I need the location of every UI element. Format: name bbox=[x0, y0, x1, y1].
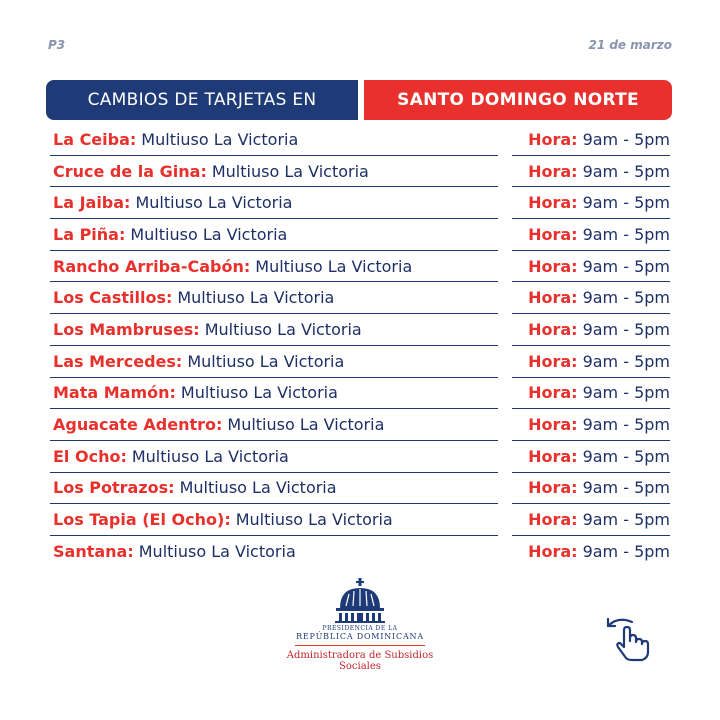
hora-label: Hora: bbox=[528, 478, 578, 498]
location-cell bbox=[50, 409, 498, 441]
location-name: Mata Mamón: bbox=[53, 383, 176, 403]
hora-label: Hora: bbox=[528, 256, 578, 276]
time-cell bbox=[512, 251, 670, 283]
time-range: 9am - 5pm bbox=[582, 542, 670, 562]
logo-line-agency: Administradora de Subsidios Sociales bbox=[286, 650, 434, 672]
time-range: 9am - 5pm bbox=[582, 193, 670, 213]
venue-name: Multiuso La Victoria bbox=[141, 129, 299, 149]
hora-label: Hora: bbox=[528, 510, 578, 530]
time-cell bbox=[512, 156, 670, 188]
time-range: 9am - 5pm bbox=[582, 510, 670, 530]
schedule-row bbox=[50, 124, 670, 156]
location-cell bbox=[50, 219, 498, 251]
time-cell bbox=[512, 473, 670, 505]
location-name: La Jaiba: bbox=[53, 193, 131, 213]
location-name: Las Mercedes: bbox=[53, 351, 183, 371]
venue-name: Multiuso La Victoria bbox=[255, 256, 413, 276]
hora-label: Hora: bbox=[528, 542, 578, 562]
page-number: P3 bbox=[48, 38, 66, 52]
location-cell bbox=[50, 124, 498, 156]
location-cell bbox=[50, 346, 498, 378]
time-cell bbox=[512, 187, 670, 219]
time-range: 9am - 5pm bbox=[582, 224, 670, 244]
time-cell bbox=[512, 124, 670, 156]
date-label: 21 de marzo bbox=[588, 38, 672, 52]
hora-label: Hora: bbox=[528, 224, 578, 244]
logo-line-presidencia: PRESIDENCIA DE LA bbox=[322, 625, 398, 632]
venue-name: Multiuso La Victoria bbox=[187, 351, 345, 371]
time-cell bbox=[512, 314, 670, 346]
location-name: Los Castillos: bbox=[53, 288, 173, 308]
schedule-row bbox=[50, 219, 670, 251]
venue-name: Multiuso La Victoria bbox=[131, 446, 289, 466]
location-name: Rancho Arriba-Cabón: bbox=[53, 256, 251, 276]
venue-name: Multiuso La Victoria bbox=[180, 383, 338, 403]
logo-divider bbox=[295, 645, 425, 646]
palace-dome-icon bbox=[334, 578, 386, 624]
location-cell bbox=[50, 314, 498, 346]
schedule-row bbox=[50, 473, 670, 505]
schedule-row bbox=[50, 156, 670, 188]
header-banner bbox=[46, 80, 672, 120]
logo-line-republica: REPÚBLICA DOMINICANA bbox=[296, 632, 424, 641]
time-range: 9am - 5pm bbox=[582, 478, 670, 498]
location-name: Cruce de la Gina: bbox=[53, 161, 207, 181]
location-name: Los Potrazos: bbox=[53, 478, 175, 498]
venue-name: Multiuso La Victoria bbox=[135, 193, 293, 213]
hora-label: Hora: bbox=[528, 193, 578, 213]
swipe-hand-icon[interactable] bbox=[604, 614, 656, 664]
venue-name: Multiuso La Victoria bbox=[179, 478, 337, 498]
time-cell bbox=[512, 536, 670, 568]
schedule-list bbox=[50, 124, 670, 568]
time-range: 9am - 5pm bbox=[582, 129, 670, 149]
time-cell bbox=[512, 504, 670, 536]
venue-name: Multiuso La Victoria bbox=[130, 224, 288, 244]
time-cell bbox=[512, 378, 670, 410]
location-name: El Ocho: bbox=[53, 446, 127, 466]
hora-label: Hora: bbox=[528, 288, 578, 308]
header-title: CAMBIOS DE TARJETAS EN bbox=[46, 80, 358, 120]
location-name: La Piña: bbox=[53, 224, 126, 244]
location-cell bbox=[50, 187, 498, 219]
location-cell bbox=[50, 156, 498, 188]
location-cell bbox=[50, 441, 498, 473]
schedule-row bbox=[50, 282, 670, 314]
venue-name: Multiuso La Victoria bbox=[235, 510, 393, 530]
venue-name: Multiuso La Victoria bbox=[204, 319, 362, 339]
venue-name: Multiuso La Victoria bbox=[177, 288, 335, 308]
location-name: La Ceiba: bbox=[53, 129, 137, 149]
time-range: 9am - 5pm bbox=[582, 288, 670, 308]
time-range: 9am - 5pm bbox=[582, 161, 670, 181]
venue-name: Multiuso La Victoria bbox=[211, 161, 369, 181]
location-cell bbox=[50, 378, 498, 410]
location-cell bbox=[50, 504, 498, 536]
schedule-row bbox=[50, 314, 670, 346]
schedule-row bbox=[50, 536, 670, 568]
time-range: 9am - 5pm bbox=[582, 383, 670, 403]
time-cell bbox=[512, 219, 670, 251]
hora-label: Hora: bbox=[528, 415, 578, 435]
time-range: 9am - 5pm bbox=[582, 446, 670, 466]
hora-label: Hora: bbox=[528, 383, 578, 403]
hora-label: Hora: bbox=[528, 129, 578, 149]
time-range: 9am - 5pm bbox=[582, 319, 670, 339]
time-range: 9am - 5pm bbox=[582, 415, 670, 435]
schedule-row bbox=[50, 441, 670, 473]
time-range: 9am - 5pm bbox=[582, 351, 670, 371]
time-cell bbox=[512, 282, 670, 314]
venue-name: Multiuso La Victoria bbox=[227, 415, 385, 435]
hora-label: Hora: bbox=[528, 446, 578, 466]
time-cell bbox=[512, 409, 670, 441]
hora-label: Hora: bbox=[528, 161, 578, 181]
location-cell bbox=[50, 251, 498, 283]
institution-logo bbox=[270, 578, 450, 678]
location-cell bbox=[50, 473, 498, 505]
venue-name: Multiuso La Victoria bbox=[138, 542, 296, 562]
schedule-row bbox=[50, 378, 670, 410]
location-name: Los Mambruses: bbox=[53, 319, 200, 339]
schedule-row bbox=[50, 409, 670, 441]
header-location: SANTO DOMINGO NORTE bbox=[364, 80, 672, 120]
location-name: Los Tapia (El Ocho): bbox=[53, 510, 231, 530]
schedule-row bbox=[50, 251, 670, 283]
location-cell bbox=[50, 282, 498, 314]
schedule-row bbox=[50, 346, 670, 378]
hora-label: Hora: bbox=[528, 351, 578, 371]
time-range: 9am - 5pm bbox=[582, 256, 670, 276]
schedule-row bbox=[50, 504, 670, 536]
hora-label: Hora: bbox=[528, 319, 578, 339]
location-cell bbox=[50, 536, 498, 568]
time-cell bbox=[512, 346, 670, 378]
schedule-row bbox=[50, 187, 670, 219]
time-cell bbox=[512, 441, 670, 473]
location-name: Santana: bbox=[53, 542, 134, 562]
location-name: Aguacate Adentro: bbox=[53, 415, 223, 435]
